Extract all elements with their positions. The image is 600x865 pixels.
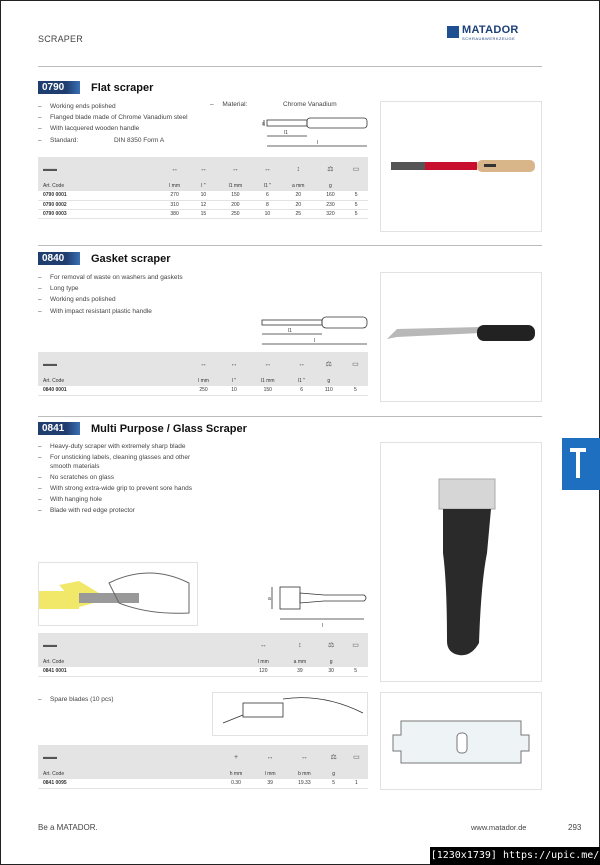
feature-item: – Flanged blade made of Chrome Vanadium steel xyxy=(38,112,208,123)
glass-scraper-usage-photo xyxy=(38,562,198,626)
cell: 250 xyxy=(186,386,221,395)
spare-blade-image xyxy=(381,693,541,789)
section-code-0840 xyxy=(38,252,80,265)
table-row xyxy=(38,200,368,209)
col-header: h mm xyxy=(218,769,254,779)
length-arrows-icon: ↔ xyxy=(158,157,191,181)
brand-subtitle: SCHRAUBWERKZEUGE xyxy=(462,36,516,41)
table-header-row xyxy=(38,376,368,386)
table-icon-row xyxy=(38,745,368,769)
watermark-badge: [1230x1739] https://upic.me/ xyxy=(430,847,600,865)
brand-logo[interactable] xyxy=(447,24,547,44)
col-header: l1 mm xyxy=(247,376,289,386)
glass-scraper-photo xyxy=(380,442,542,682)
cell: 380 xyxy=(158,209,191,218)
cell: 39 xyxy=(254,779,286,788)
col-header: l1 mm xyxy=(216,181,255,191)
cell: 5 xyxy=(344,209,368,218)
header-divider xyxy=(38,66,542,67)
dim-label-a: a xyxy=(268,596,271,602)
length-arrows-icon: ↔ xyxy=(254,745,286,769)
cell: 10 xyxy=(255,209,280,218)
scale-icon: ⚖ xyxy=(317,157,345,181)
cell: 230 xyxy=(317,200,345,209)
cell: 39 xyxy=(281,667,320,676)
length-arrows-icon: ↔ xyxy=(191,157,216,181)
col-header: l mm xyxy=(254,769,286,779)
col-header: a mm xyxy=(281,657,320,667)
usage-illustration xyxy=(39,563,197,625)
cell: 5 xyxy=(344,200,368,209)
art-code-cell: 0790 0002 xyxy=(38,200,158,209)
length-arrows-icon: ↔ xyxy=(286,745,322,769)
cell: 5 xyxy=(343,386,368,395)
cell: 5 xyxy=(322,779,344,788)
toolbox-icon: ▬▬ xyxy=(38,745,218,769)
height-arrows-icon: ↕ xyxy=(281,633,320,657)
length-arrows-icon: ↔ xyxy=(216,157,255,181)
cell: 12 xyxy=(191,200,216,209)
cell: 30 xyxy=(319,667,343,676)
scale-icon: ⚖ xyxy=(315,352,343,376)
feature-list xyxy=(38,442,208,517)
dim-label-l: l xyxy=(314,338,316,344)
feature-item: – For unsticking labels, cleaning glasses and other smooth materials xyxy=(38,453,208,471)
gasket-scraper-photo xyxy=(380,272,542,402)
feature-item: – No scratches on glass xyxy=(38,473,208,482)
table-row xyxy=(38,209,368,218)
cell: 10 xyxy=(221,386,247,395)
brand-name: MATADOR xyxy=(462,24,519,36)
dim-label-l: l xyxy=(317,140,319,146)
cell: 5 xyxy=(344,191,368,200)
glass-scraper-image xyxy=(381,443,541,681)
length-arrows-icon: ↔ xyxy=(186,352,221,376)
section-title-flat-scraper: Flat scraper xyxy=(91,82,154,94)
col-header: l " xyxy=(191,181,216,191)
package-icon: ▭ xyxy=(343,633,368,657)
table-row xyxy=(38,191,368,200)
length-arrows-icon: ↔ xyxy=(221,352,247,376)
col-header: b mm xyxy=(286,769,322,779)
flat-scraper-drawing xyxy=(262,114,372,154)
feature-item: – With strong extra-wide grip to prevent sore hands xyxy=(38,484,208,493)
dim-label-l1: l1 xyxy=(284,130,288,136)
cell: 160 xyxy=(317,191,345,200)
length-arrows-icon: ↔ xyxy=(246,633,281,657)
category-label: SCRAPER xyxy=(38,34,83,44)
cell: 25 xyxy=(280,209,317,218)
package-icon: ▭ xyxy=(344,157,368,181)
cell: 6 xyxy=(289,386,315,395)
table-header-row xyxy=(38,657,368,667)
col-header: g xyxy=(322,769,344,779)
logo-mark-icon xyxy=(447,26,459,38)
spec-table-0841-spare xyxy=(38,745,368,789)
table-row xyxy=(38,386,368,395)
art-code-cell: 0790 0001 xyxy=(38,191,158,200)
spare-blade-illustration xyxy=(213,693,367,735)
table-icon-row xyxy=(38,633,368,657)
feature-item: – With hanging hole xyxy=(38,495,208,504)
spare-blade-usage-photo xyxy=(212,692,368,736)
section-code-0841 xyxy=(38,422,80,435)
cell: 5 xyxy=(343,667,368,676)
material-label: Material: xyxy=(222,101,248,108)
spec-table-0840 xyxy=(38,352,368,396)
cell: 0.30 xyxy=(218,779,254,788)
table-header-row xyxy=(38,181,368,191)
cell: 150 xyxy=(247,386,289,395)
spec-table-0790 xyxy=(38,157,368,219)
art-code-cell: 0790 0003 xyxy=(38,209,158,218)
standard-value: DIN 8350 Form A xyxy=(114,136,165,144)
length-arrows-icon: ↔ xyxy=(289,352,315,376)
cell: 110 xyxy=(315,386,343,395)
cell: 10 xyxy=(191,191,216,200)
table-row xyxy=(38,779,368,788)
thickness-icon: + xyxy=(218,745,254,769)
gasket-scraper-drawing xyxy=(258,314,372,350)
toolbox-icon: ▬▬ xyxy=(38,157,158,181)
feature-item: – Working ends polished xyxy=(38,101,208,112)
section-title-glass-scraper: Multi Purpose / Glass Scraper xyxy=(91,423,247,435)
table-row xyxy=(38,667,368,676)
standard-label: Standard: xyxy=(50,136,79,144)
col-header: l mm xyxy=(186,376,221,386)
col-header xyxy=(343,376,368,386)
cell: 320 xyxy=(317,209,345,218)
col-header: g xyxy=(317,181,345,191)
table-icon-row xyxy=(38,157,368,181)
col-header-art-code: Art. Code xyxy=(38,376,186,386)
glass-scraper-drawing xyxy=(264,583,372,629)
section-code-0790 xyxy=(38,81,80,94)
section-code-text: 0841 xyxy=(42,423,65,434)
col-header-art-code: Art. Code xyxy=(38,657,246,667)
col-header: l1 " xyxy=(255,181,280,191)
cell: 20 xyxy=(280,200,317,209)
toolbox-icon: ▬▬ xyxy=(38,633,246,657)
scale-icon: ⚖ xyxy=(322,745,344,769)
cell: 310 xyxy=(158,200,191,209)
col-header-art-code: Art. Code xyxy=(38,181,158,191)
cell: 15 xyxy=(191,209,216,218)
col-header: l " xyxy=(221,376,247,386)
page-number: 293 xyxy=(568,823,582,832)
table-header-row xyxy=(38,769,368,779)
col-header: l mm xyxy=(246,657,281,667)
table-icon-row xyxy=(38,352,368,376)
length-arrows-icon: ↔ xyxy=(255,157,280,181)
col-header: a mm xyxy=(280,181,317,191)
spare-blade-photo xyxy=(380,692,542,790)
col-header: g xyxy=(315,376,343,386)
feature-item: – For removal of waste on washers and gaskets xyxy=(38,272,238,283)
feature-item-standard xyxy=(38,135,208,146)
scraper-chapter-icon xyxy=(568,446,588,480)
feature-item: – With impact resistant plastic handle xyxy=(38,306,238,317)
package-icon: ▭ xyxy=(343,352,368,376)
flat-scraper-image xyxy=(381,102,541,231)
cell: 20 xyxy=(280,191,317,200)
gasket-scraper-image xyxy=(381,273,541,401)
cell: 1 xyxy=(345,779,368,788)
toolbox-icon: ▬▬ xyxy=(38,352,186,376)
cell: 8 xyxy=(255,200,280,209)
cell: 250 xyxy=(216,209,255,218)
section-code-text: 0840 xyxy=(42,253,65,264)
col-header xyxy=(344,181,368,191)
feature-item: – Spare blades (10 pcs) xyxy=(38,694,208,705)
col-header xyxy=(343,657,368,667)
package-icon: ▭ xyxy=(345,745,368,769)
footer-slogan: Be a MATADOR. xyxy=(38,823,98,832)
section-title-gasket-scraper: Gasket scraper xyxy=(91,253,171,265)
cell: 270 xyxy=(158,191,191,200)
dim-label-l: l xyxy=(322,623,324,629)
length-arrows-icon: ↔ xyxy=(247,352,289,376)
art-code-cell: 0840 0001 xyxy=(38,386,186,395)
dim-label-a: a xyxy=(262,121,265,127)
feature-item: – With lacquered wooden handle xyxy=(38,123,208,134)
feature-item: – Working ends polished xyxy=(38,294,238,305)
material-row: – Material: Chrome Vanadium xyxy=(210,101,337,108)
col-header: l mm xyxy=(158,181,191,191)
section-code-text: 0790 xyxy=(42,82,65,93)
cell: 19.33 xyxy=(286,779,322,788)
feature-list xyxy=(38,101,208,146)
art-code-cell: 0841 0095 xyxy=(38,779,218,788)
feature-item: – Heavy-duty scraper with extremely sharp blade xyxy=(38,442,208,451)
cell: 6 xyxy=(255,191,280,200)
feature-list xyxy=(38,272,238,317)
cell: 150 xyxy=(216,191,255,200)
section-divider xyxy=(38,245,542,246)
flat-scraper-photo xyxy=(380,101,542,232)
scale-icon: ⚖ xyxy=(319,633,343,657)
cell: 120 xyxy=(246,667,281,676)
feature-item: – Blade with red edge protector xyxy=(38,506,208,515)
cell: 200 xyxy=(216,200,255,209)
col-header-art-code: Art. Code xyxy=(38,769,218,779)
dim-label-l1: l1 xyxy=(288,328,292,334)
art-code-cell: 0841 0001 xyxy=(38,667,246,676)
footer-url-link[interactable]: www.matador.de xyxy=(471,823,527,832)
spec-table-0841 xyxy=(38,633,368,677)
section-divider xyxy=(38,416,542,417)
material-value: Chrome Vanadium xyxy=(283,101,337,108)
feature-item: – Long type xyxy=(38,283,238,294)
col-header xyxy=(345,769,368,779)
height-arrows-icon: ↕ xyxy=(280,157,317,181)
col-header: l1 " xyxy=(289,376,315,386)
chapter-tab[interactable] xyxy=(562,438,600,490)
col-header: g xyxy=(319,657,343,667)
spare-blade-list xyxy=(38,694,208,705)
